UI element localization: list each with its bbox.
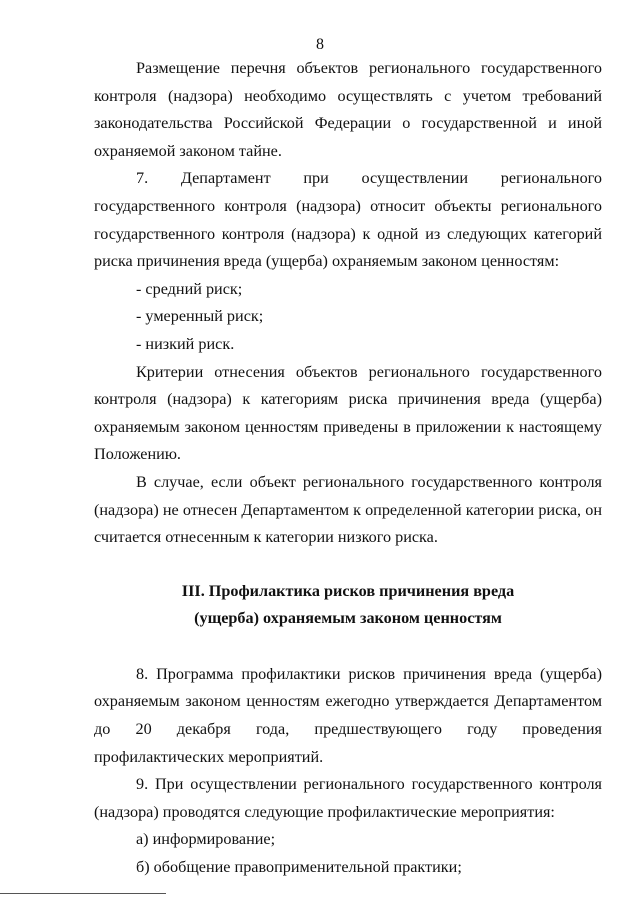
- document-body: [94, 55, 602, 882]
- page-number: 8: [316, 36, 324, 53]
- section-heading-line-2: (ущерба) охраняемым законом ценностям: [194, 609, 502, 628]
- paragraph-low-risk-default: В случае, если объект регионального государственного контроля (надзора) не отнесен Департаментом к определенной категории риска, он считается отнесенным к категории низкого риска.: [94, 472, 602, 547]
- paragraph-item-7: 7. Департамент при осуществлении регионального государственного контроля (надзора) относит объекты регионального государственного контроля (надзора) к одной из следующих категорий риска причинения вреда (ущерба) охраняемым законом ценностям:: [94, 169, 602, 271]
- section-heading-line-1: III. Профилактика рисков причинения вреда: [181, 581, 515, 600]
- paragraph-criteria: Критерии отнесения объектов регионального государственного контроля (надзора) к категориям риска причинения вреда (ущерба) охраняемым законом ценностям приведены в приложении к настоящему Положению.: [94, 362, 602, 464]
- measures-list-item: а) информирование;: [136, 830, 276, 849]
- section-heading: [94, 578, 602, 633]
- paragraph-item-8: 8. Программа профилактики рисков причинения вреда (ущерба) охраняемым законом ценностям ежегодно утверждается Департаментом до 20 декабря года, предшествующего году проведения профилактических мероприятий.: [94, 664, 602, 766]
- footer-divider: [0, 893, 166, 894]
- paragraph-item-9: 9. При осуществлении регионального государственного контроля (надзора) проводятся следующие профилактические мероприятия:: [94, 775, 602, 821]
- risk-list-item: - низкий риск.: [136, 334, 235, 353]
- measures-list-item: б) обобщение правоприменительной практики;: [136, 858, 462, 877]
- paragraph-secrecy: Размещение перечня объектов регионального государственного контроля (надзора) необходимо осуществлять с учетом требований законодательства Российской Федерации о государственной и иной охраняемой законом тайне.: [94, 59, 602, 160]
- risk-list-item: - умеренный риск;: [136, 307, 264, 326]
- risk-list-item: - средний риск;: [136, 279, 243, 298]
